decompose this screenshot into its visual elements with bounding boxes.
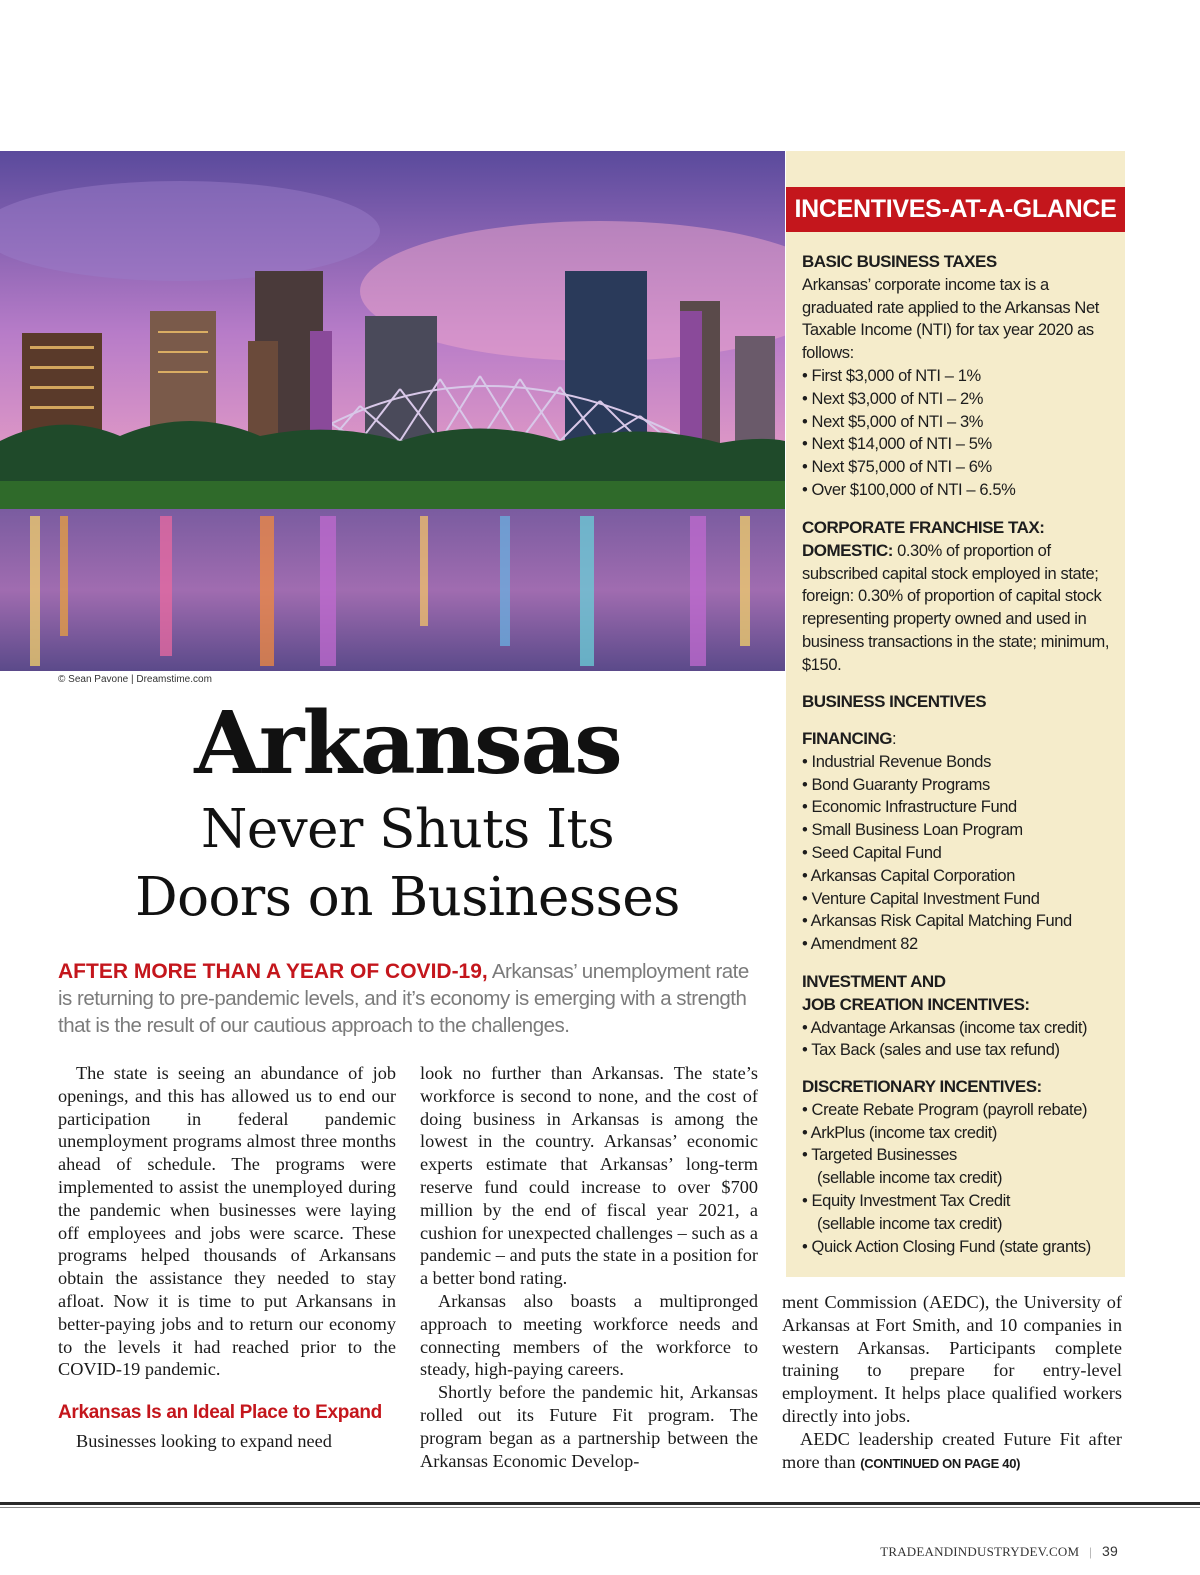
- domestic-label: DOMESTIC:: [802, 540, 893, 560]
- business-incentives-heading: BUSINESS INCENTIVES: [802, 692, 987, 711]
- list-item: • Next $75,000 of NTI – 6%: [802, 458, 992, 477]
- footer-separator: |: [1089, 1544, 1093, 1559]
- investment-section: [802, 971, 1114, 1062]
- discretionary-heading: DISCRETIONARY INCENTIVES:: [802, 1077, 1042, 1096]
- paragraph: look no further than Arkansas. The state’s workforce is second to none, and the cost of doing business in Arkansas is among the lowest in the country. Arkansas’ economic experts estimate that Arkansas’ long-term reserve fund could increase to over $700 million by the end of fiscal year 2021, a cushion for unexpected challenges – such as a pandemic – and puts the state in a position for a better bond rating.: [420, 1063, 758, 1289]
- list-item: • ArkPlus (income tax credit): [802, 1123, 997, 1142]
- list-item: • Amendment 82: [802, 935, 918, 954]
- basic-taxes-list: [802, 365, 1114, 502]
- list-item: • Bond Guaranty Programs: [802, 775, 990, 794]
- paragraph: Businesses looking to expand need: [76, 1431, 332, 1452]
- footer-rule: [0, 1502, 1200, 1505]
- list-item: • Quick Action Closing Fund (state grants): [802, 1237, 1091, 1256]
- deck-lead: AFTER MORE THAN A YEAR OF COVID-19,: [58, 960, 488, 983]
- article-title: Arkansas: [194, 693, 621, 794]
- list-item: • Equity Investment Tax Credit: [802, 1191, 1011, 1210]
- franchise-tax-section: [802, 517, 1114, 677]
- article-column-3: [782, 1291, 1122, 1475]
- list-item: • Economic Infrastructure Fund: [802, 798, 1017, 817]
- incentives-sidebar: [786, 151, 1125, 1277]
- sidebar-header: INCENTIVES-AT-A-GLANCE: [786, 187, 1125, 232]
- financing-heading: FINANCING: [802, 729, 892, 748]
- page-number: 39: [1102, 1543, 1118, 1559]
- article-column-1: [58, 1062, 396, 1453]
- business-incentives-section: [802, 691, 1114, 714]
- paragraph: The state is seeing an abundance of job openings, and this has allowed us to end our participation in federal pandemic unemployment programs almost three months ahead of schedule. The programs were implemented to assist the unemployed during the pandemic when businesses were laying off employees and jobs were scarce. These programs helped thousands of Arkansans obtain the assistance they needed to stay afloat. Now it is time to put Arkansans in better-paying jobs and to return our economy to the levels it had reached prior to the COVID-19 pandemic.: [58, 1063, 396, 1380]
- franchise-tax-heading: CORPORATE FRANCHISE TAX:: [802, 518, 1045, 537]
- paragraph: Arkansas also boasts a multipronged approach to meeting workforce needs and connecting members of the workforce to steady, high-paying careers.: [420, 1290, 758, 1380]
- list-item: • Advantage Arkansas (income tax credit): [802, 1018, 1088, 1037]
- list-item: • Next $14,000 of NTI – 5%: [802, 435, 992, 454]
- article-subtitle: [0, 796, 815, 932]
- basic-taxes-text: Arkansas’ corporate income tax is a graduated rate applied to the Arkansas Net Taxable Income (NTI) for tax year 2020 as follows:: [802, 275, 1099, 363]
- list-item: • Seed Capital Fund: [802, 843, 942, 862]
- financing-colon: :: [891, 730, 897, 748]
- photo-credit: © Sean Pavone | Dreamstime.com: [58, 674, 212, 685]
- list-item: • Next $3,000 of NTI – 2%: [802, 389, 984, 408]
- skyline-illustration: [0, 151, 785, 671]
- financing-list: [802, 751, 1114, 956]
- list-item: • Industrial Revenue Bonds: [802, 752, 991, 771]
- list-item: • Arkansas Capital Corporation: [802, 866, 1015, 885]
- subtitle-line-1: Never Shuts Its: [200, 799, 615, 860]
- list-item: (sellable income tax credit): [817, 1214, 1003, 1233]
- basic-taxes-heading: BASIC BUSINESS TAXES: [802, 252, 997, 271]
- article-deck: [58, 958, 758, 1039]
- financing-section: [802, 728, 1114, 956]
- section-subhead: Arkansas Is an Ideal Place to Expand: [58, 1402, 382, 1424]
- franchise-text-body: 0.30% of proportion of subscribed capital stock employed in state; foreign: 0.30% of proportion of capital stock representing property owned and used in business transactions in the state; minimum, $150.: [802, 541, 1110, 674]
- list-item: • Next $5,000 of NTI – 3%: [802, 412, 984, 431]
- subtitle-line-2: Doors on Businesses: [135, 867, 680, 928]
- paragraph-text: AEDC leadership created Future Fit after more than: [782, 1428, 1122, 1472]
- list-item: • Create Rebate Program (payroll rebate): [802, 1100, 1088, 1119]
- discretionary-list: [802, 1099, 1114, 1259]
- paragraph: [782, 1428, 1122, 1476]
- deck-text: Arkansas’ unemployment rate is returning to pre-pandemic levels, and it’s economy is emerging with a strength that is the result of our cautious approach to the challenges.: [58, 960, 749, 1037]
- list-item: • Over $100,000 of NTI – 6.5%: [802, 480, 1016, 499]
- list-item: • Targeted Businesses: [802, 1146, 957, 1165]
- footer-rule-thin: [0, 1507, 1200, 1508]
- list-item: • Venture Capital Investment Fund: [802, 889, 1040, 908]
- hero-photo: [0, 151, 785, 671]
- list-item: • First $3,000 of NTI – 1%: [802, 366, 981, 385]
- article-column-2: [420, 1062, 758, 1472]
- list-item: (sellable income tax credit): [817, 1169, 1003, 1188]
- list-item: • Arkansas Risk Capital Matching Fund: [802, 912, 1072, 931]
- investment-list: [802, 1017, 1114, 1063]
- paragraph: Shortly before the pandemic hit, Arkansas rolled out its Future Fit program. The program began as a partnership between the Arkansas Economic Develop-: [420, 1382, 758, 1471]
- discretionary-section: [802, 1076, 1114, 1258]
- list-item: • Small Business Loan Program: [802, 821, 1023, 840]
- continued-link[interactable]: (CONTINUED ON PAGE 40): [860, 1455, 1021, 1471]
- footer-site[interactable]: TRADEANDINDUSTRYDEV.COM: [880, 1544, 1080, 1559]
- basic-taxes-section: [802, 251, 1114, 502]
- franchise-tax-text: [802, 540, 1114, 677]
- page-footer: [880, 1543, 1118, 1560]
- list-item: • Tax Back (sales and use tax refund): [802, 1041, 1060, 1060]
- paragraph: ment Commission (AEDC), the University of Arkansas at Fort Smith, and 10 companies in western Arkansas. Participants complete training to prepare for entry-level employment. It helps place qualified workers directly into jobs.: [782, 1292, 1122, 1426]
- investment-heading-1: INVESTMENT AND: [802, 972, 946, 991]
- investment-heading-2: JOB CREATION INCENTIVES:: [802, 994, 1030, 1014]
